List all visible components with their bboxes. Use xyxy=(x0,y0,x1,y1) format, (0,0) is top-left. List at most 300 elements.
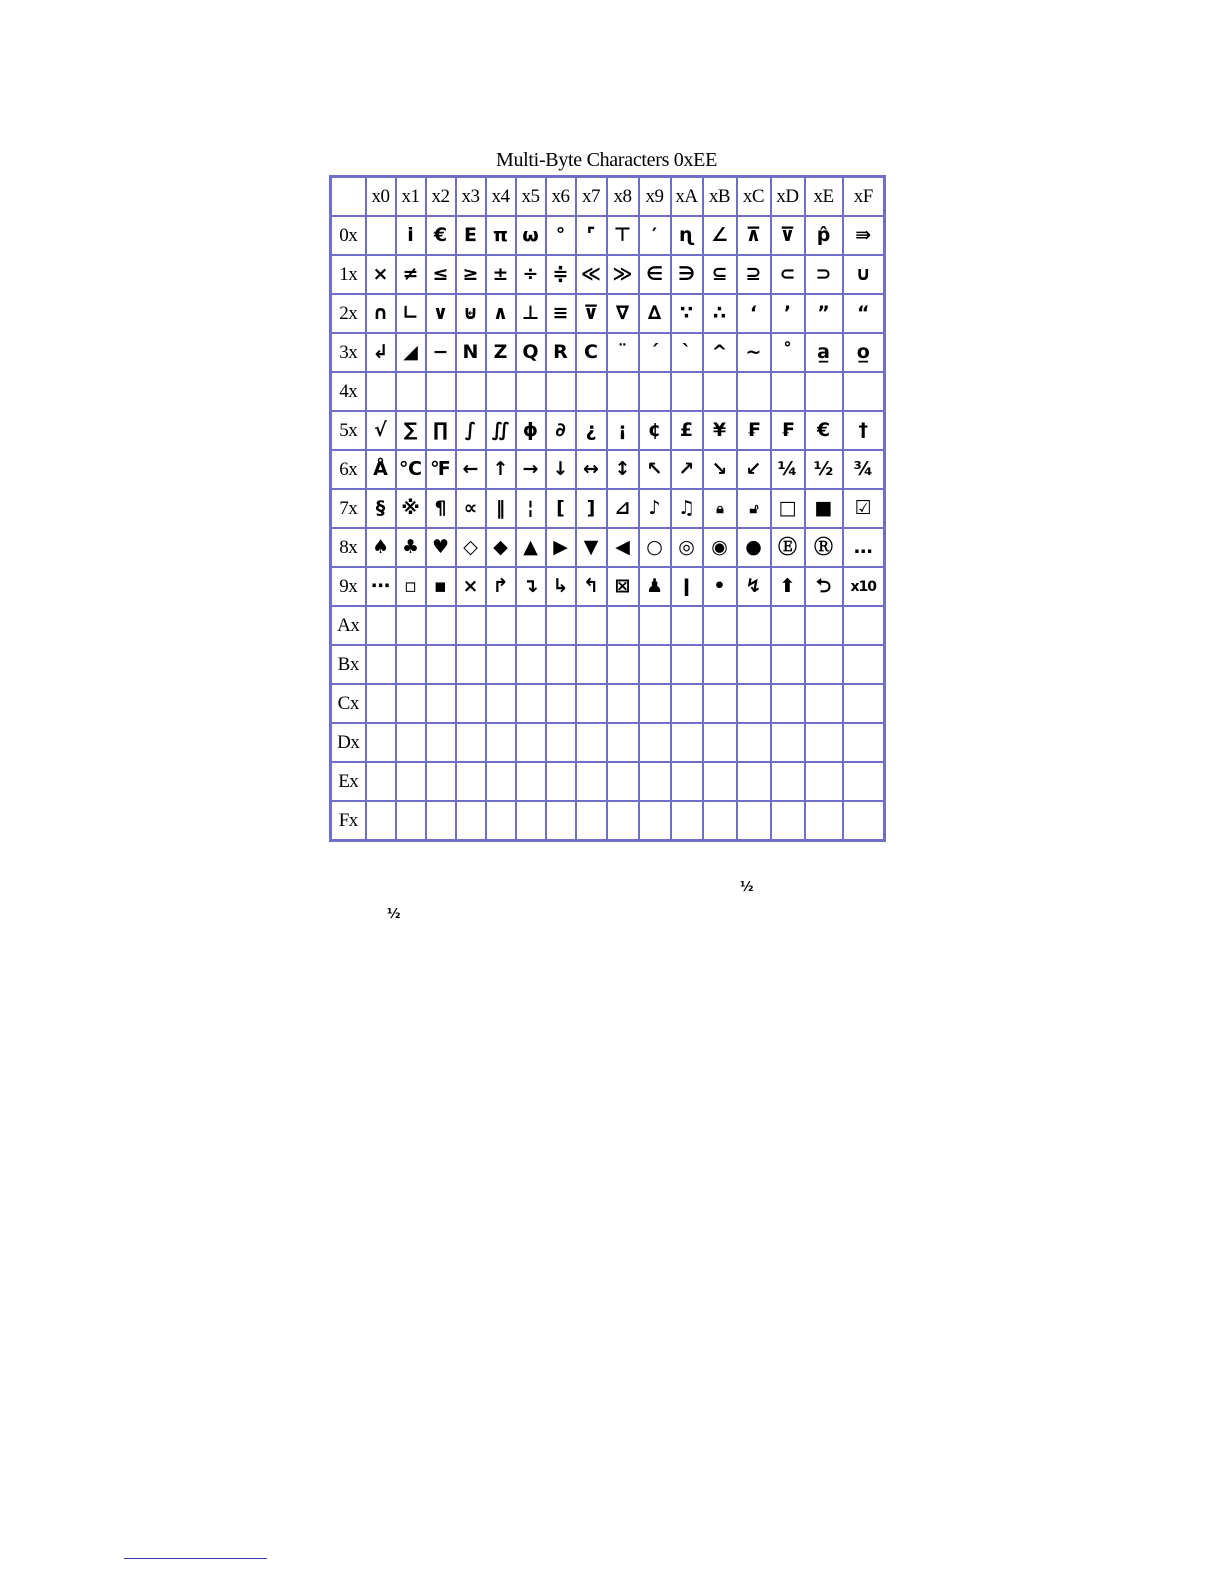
glyph-cell: ] xyxy=(576,489,607,528)
glyph-cell: ↖ xyxy=(639,450,671,489)
glyph-cell: ▼ xyxy=(576,528,607,567)
glyph-cell: Ⓔ xyxy=(771,528,805,567)
glyph-cell: ≠ xyxy=(396,255,426,294)
glyph-cell: × xyxy=(456,567,486,606)
glyph-cell xyxy=(639,723,671,762)
glyph-cell: ∝ xyxy=(456,489,486,528)
glyph-cell xyxy=(366,723,396,762)
glyph-cell xyxy=(607,801,639,841)
glyph-cell: ℉ xyxy=(426,450,456,489)
row-header: Fx xyxy=(331,801,366,841)
table-row xyxy=(331,255,885,294)
glyph-cell: ¦ xyxy=(516,489,546,528)
glyph-cell xyxy=(703,801,737,841)
corner-cell xyxy=(331,177,366,217)
glyph-cell: ↔ xyxy=(576,450,607,489)
glyph-cell: ⊌ xyxy=(456,294,486,333)
column-header: x1 xyxy=(396,177,426,217)
glyph-cell xyxy=(396,372,426,411)
table-row xyxy=(331,528,885,567)
glyph-cell: x10 xyxy=(843,567,885,606)
glyph-cell xyxy=(366,372,396,411)
glyph-cell xyxy=(366,645,396,684)
glyph-cell xyxy=(805,684,843,723)
glyph-cell: ≥ xyxy=(456,255,486,294)
table-row xyxy=(331,333,885,372)
glyph-cell: ¶ xyxy=(426,489,456,528)
glyph-cell: ≑ xyxy=(546,255,576,294)
glyph-cell: ` xyxy=(671,333,703,372)
glyph-cell xyxy=(516,372,546,411)
glyph-cell xyxy=(771,762,805,801)
glyph-cell xyxy=(546,762,576,801)
glyph-cell: ◉ xyxy=(703,528,737,567)
row-header: 3x xyxy=(331,333,366,372)
glyph-cell: ♫ xyxy=(671,489,703,528)
glyph-cell: Å xyxy=(366,450,396,489)
glyph-cell xyxy=(366,606,396,645)
glyph-cell: ¥ xyxy=(703,411,737,450)
glyph-cell xyxy=(546,801,576,841)
glyph-cell xyxy=(426,684,456,723)
glyph-cell: ∪ xyxy=(843,255,885,294)
column-header: x6 xyxy=(546,177,576,217)
glyph-cell xyxy=(737,645,771,684)
row-header: 6x xyxy=(331,450,366,489)
table-row xyxy=(331,723,885,762)
glyph-cell xyxy=(639,684,671,723)
table-row xyxy=(331,489,885,528)
column-header: x7 xyxy=(576,177,607,217)
glyph-cell xyxy=(456,801,486,841)
glyph-cell: ~ xyxy=(737,333,771,372)
glyph-cell xyxy=(426,372,456,411)
glyph-cell: R xyxy=(546,333,576,372)
glyph-cell: C xyxy=(576,333,607,372)
glyph-cell: √ xyxy=(366,411,396,450)
row-header: Bx xyxy=(331,645,366,684)
glyph-cell: ɳ xyxy=(671,216,703,255)
glyph-cell: ▶ xyxy=(546,528,576,567)
glyph-cell xyxy=(576,801,607,841)
glyph-cell xyxy=(516,723,546,762)
glyph-cell: Q xyxy=(516,333,546,372)
glyph-cell: ⌜ xyxy=(576,216,607,255)
glyph-cell xyxy=(843,723,885,762)
glyph-cell: ♣ xyxy=(396,528,426,567)
glyph-cell xyxy=(639,372,671,411)
row-header: 7x xyxy=(331,489,366,528)
glyph-cell: ⊠ xyxy=(607,567,639,606)
column-header: xF xyxy=(843,177,885,217)
glyph-cell: ♥ xyxy=(426,528,456,567)
glyph-cell: ⬆ xyxy=(771,567,805,606)
glyph-cell: ǀ xyxy=(671,567,703,606)
glyph-cell: ⊃ xyxy=(805,255,843,294)
column-header: x9 xyxy=(639,177,671,217)
row-header: 9x xyxy=(331,567,366,606)
glyph-cell: ℃ xyxy=(396,450,426,489)
glyph-cell: ⊇ xyxy=(737,255,771,294)
glyph-cell xyxy=(516,645,546,684)
glyph-cell xyxy=(426,801,456,841)
glyph-cell: ” xyxy=(805,294,843,333)
table-row xyxy=(331,801,885,841)
glyph-cell: ± xyxy=(486,255,516,294)
glyph-cell xyxy=(516,762,546,801)
glyph-cell: ‖ xyxy=(486,489,516,528)
table-row xyxy=(331,216,885,255)
glyph-cell: ∋ xyxy=(671,255,703,294)
column-header: x5 xyxy=(516,177,546,217)
row-header: Ax xyxy=(331,606,366,645)
glyph-cell xyxy=(805,762,843,801)
glyph-cell xyxy=(639,801,671,841)
glyph-cell: 🔒︎ xyxy=(703,489,737,528)
glyph-cell: ▪ xyxy=(426,567,456,606)
column-header: x2 xyxy=(426,177,456,217)
glyph-cell: ◢ xyxy=(396,333,426,372)
glyph-cell xyxy=(805,723,843,762)
glyph-cell: “ xyxy=(843,294,885,333)
glyph-cell xyxy=(607,606,639,645)
glyph-cell: ↑ xyxy=(486,450,516,489)
glyph-cell xyxy=(843,645,885,684)
glyph-cell: ↲ xyxy=(366,333,396,372)
glyph-cell: ∧ xyxy=(486,294,516,333)
glyph-cell xyxy=(426,606,456,645)
glyph-cell: ⊂ xyxy=(771,255,805,294)
glyph-cell xyxy=(771,684,805,723)
glyph-cell xyxy=(737,762,771,801)
glyph-cell: ↕ xyxy=(607,450,639,489)
glyph-cell xyxy=(843,372,885,411)
character-rows xyxy=(331,216,885,841)
glyph-cell: ♠ xyxy=(366,528,396,567)
glyph-cell xyxy=(671,684,703,723)
glyph-cell: N xyxy=(456,333,486,372)
glyph-cell: ¼ xyxy=(771,450,805,489)
glyph-cell xyxy=(737,684,771,723)
column-header: xD xyxy=(771,177,805,217)
glyph-cell: ↘ xyxy=(703,450,737,489)
glyph-cell xyxy=(737,723,771,762)
glyph-cell: a̲ xyxy=(805,333,843,372)
glyph-cell: ⊽ xyxy=(771,216,805,255)
glyph-cell: ∈ xyxy=(639,255,671,294)
glyph-cell xyxy=(576,372,607,411)
glyph-cell: ↰ xyxy=(576,567,607,606)
glyph-cell: ÷ xyxy=(516,255,546,294)
table-row xyxy=(331,411,885,450)
glyph-cell xyxy=(486,372,516,411)
glyph-cell: ‘ xyxy=(737,294,771,333)
glyph-cell: ⊿ xyxy=(607,489,639,528)
glyph-cell xyxy=(396,645,426,684)
row-header: 1x xyxy=(331,255,366,294)
glyph-cell xyxy=(456,723,486,762)
glyph-cell xyxy=(771,723,805,762)
glyph-cell: ½ xyxy=(805,450,843,489)
glyph-cell xyxy=(607,762,639,801)
glyph-cell: £ xyxy=(671,411,703,450)
table-row xyxy=(331,606,885,645)
glyph-cell xyxy=(703,606,737,645)
glyph-cell: ⮌ xyxy=(805,567,843,606)
glyph-cell xyxy=(546,645,576,684)
glyph-cell: ▫ xyxy=(396,567,426,606)
column-header-row xyxy=(331,177,885,217)
glyph-cell xyxy=(366,216,396,255)
table-caption: Multi-Byte Characters 0xEE xyxy=(495,149,718,171)
glyph-cell xyxy=(576,723,607,762)
note-half-2: ½ xyxy=(387,907,400,922)
glyph-cell xyxy=(671,372,703,411)
glyph-cell: ◀ xyxy=(607,528,639,567)
glyph-cell: ¡ xyxy=(607,411,639,450)
glyph-cell xyxy=(486,645,516,684)
glyph-cell xyxy=(771,801,805,841)
row-header: 8x xyxy=(331,528,366,567)
glyph-cell: ⅰ xyxy=(396,216,426,255)
glyph-cell: ˚ xyxy=(771,333,805,372)
glyph-cell xyxy=(771,372,805,411)
glyph-cell: ¨ xyxy=(607,333,639,372)
glyph-cell: × xyxy=(366,255,396,294)
glyph-cell xyxy=(671,762,703,801)
glyph-cell xyxy=(486,606,516,645)
glyph-cell xyxy=(639,606,671,645)
glyph-cell xyxy=(843,606,885,645)
note-half-1: ½ xyxy=(740,880,753,895)
glyph-cell: π xyxy=(486,216,516,255)
row-header: 0x xyxy=(331,216,366,255)
row-header: Ex xyxy=(331,762,366,801)
glyph-cell: ⊼ xyxy=(737,216,771,255)
glyph-cell xyxy=(546,606,576,645)
glyph-cell xyxy=(516,606,546,645)
glyph-cell xyxy=(703,762,737,801)
glyph-cell xyxy=(396,723,426,762)
glyph-cell: → xyxy=(516,450,546,489)
glyph-cell: ≫ xyxy=(607,255,639,294)
row-header: 2x xyxy=(331,294,366,333)
glyph-cell: … xyxy=(843,528,885,567)
row-header: 5x xyxy=(331,411,366,450)
glyph-cell: ◎ xyxy=(671,528,703,567)
column-header: x8 xyxy=(607,177,639,217)
glyph-cell xyxy=(771,645,805,684)
glyph-cell xyxy=(737,372,771,411)
glyph-cell xyxy=(486,801,516,841)
glyph-cell xyxy=(576,606,607,645)
row-header: Cx xyxy=(331,684,366,723)
glyph-cell: ◆ xyxy=(486,528,516,567)
glyph-cell: ↗ xyxy=(671,450,703,489)
glyph-cell xyxy=(771,606,805,645)
glyph-cell xyxy=(639,645,671,684)
glyph-cell xyxy=(546,372,576,411)
glyph-cell: ⊥ xyxy=(516,294,546,333)
glyph-cell xyxy=(805,372,843,411)
glyph-cell xyxy=(366,762,396,801)
glyph-cell: ¢ xyxy=(639,411,671,450)
glyph-cell: ♪ xyxy=(639,489,671,528)
glyph-cell xyxy=(843,684,885,723)
table-row xyxy=(331,450,885,489)
glyph-cell xyxy=(456,684,486,723)
glyph-cell xyxy=(576,762,607,801)
table-row xyxy=(331,762,885,801)
column-header: x0 xyxy=(366,177,396,217)
glyph-cell: ɸ xyxy=(516,411,546,450)
table-row xyxy=(331,294,885,333)
glyph-cell: ’ xyxy=(771,294,805,333)
glyph-cell: ∴ xyxy=(703,294,737,333)
glyph-cell: ₣ xyxy=(737,411,771,450)
glyph-cell xyxy=(486,723,516,762)
row-header: 4x xyxy=(331,372,366,411)
glyph-cell: ≪ xyxy=(576,255,607,294)
glyph-cell: [ xyxy=(546,489,576,528)
glyph-cell: ¾ xyxy=(843,450,885,489)
glyph-cell: ≡ xyxy=(546,294,576,333)
glyph-cell: ∨ xyxy=(426,294,456,333)
glyph-cell: ↯ xyxy=(737,567,771,606)
glyph-cell: € xyxy=(426,216,456,255)
glyph-cell xyxy=(456,762,486,801)
glyph-cell xyxy=(843,762,885,801)
glyph-cell: ´ xyxy=(639,333,671,372)
glyph-cell: ∬ xyxy=(486,411,516,450)
glyph-cell xyxy=(516,801,546,841)
glyph-cell xyxy=(576,645,607,684)
glyph-cell: Ε xyxy=(456,216,486,255)
glyph-cell xyxy=(426,723,456,762)
glyph-cell: ∆ xyxy=(639,294,671,333)
glyph-cell: ↙ xyxy=(737,450,771,489)
glyph-cell xyxy=(703,723,737,762)
footnote-rule xyxy=(124,1558,267,1559)
glyph-cell: ⊤ xyxy=(607,216,639,255)
glyph-cell: ◇ xyxy=(456,528,486,567)
glyph-cell xyxy=(607,723,639,762)
glyph-cell xyxy=(607,684,639,723)
table-row xyxy=(331,645,885,684)
glyph-cell xyxy=(366,684,396,723)
glyph-cell: • xyxy=(703,567,737,606)
glyph-cell: ⊽ xyxy=(576,294,607,333)
column-header: xC xyxy=(737,177,771,217)
glyph-cell: ∑ xyxy=(396,411,426,450)
glyph-cell: Ⓡ xyxy=(805,528,843,567)
glyph-cell: ₣ xyxy=(771,411,805,450)
glyph-cell: o̲ xyxy=(843,333,885,372)
glyph-cell: − xyxy=(426,333,456,372)
glyph-cell xyxy=(546,723,576,762)
glyph-cell xyxy=(396,606,426,645)
glyph-cell xyxy=(671,723,703,762)
glyph-cell xyxy=(703,684,737,723)
glyph-cell xyxy=(737,801,771,841)
glyph-cell xyxy=(456,645,486,684)
glyph-cell xyxy=(607,372,639,411)
column-header: xE xyxy=(805,177,843,217)
glyph-cell: § xyxy=(366,489,396,528)
glyph-cell: ω xyxy=(516,216,546,255)
glyph-cell xyxy=(396,762,426,801)
character-table xyxy=(329,175,886,842)
table-row xyxy=(331,567,885,606)
glyph-cell: ← xyxy=(456,450,486,489)
glyph-cell: ∵ xyxy=(671,294,703,333)
glyph-cell: ′ xyxy=(639,216,671,255)
glyph-cell: ∠ xyxy=(703,216,737,255)
glyph-cell xyxy=(426,645,456,684)
glyph-cell xyxy=(576,684,607,723)
glyph-cell: 🔓︎ xyxy=(737,489,771,528)
glyph-cell xyxy=(671,645,703,684)
column-header: xB xyxy=(703,177,737,217)
glyph-cell: p̂ xyxy=(805,216,843,255)
glyph-cell xyxy=(607,645,639,684)
glyph-cell: ↱ xyxy=(486,567,516,606)
column-header: x3 xyxy=(456,177,486,217)
glyph-cell: ↓ xyxy=(546,450,576,489)
glyph-cell: ♟ xyxy=(639,567,671,606)
glyph-cell xyxy=(639,762,671,801)
column-header: x4 xyxy=(486,177,516,217)
glyph-cell: € xyxy=(805,411,843,450)
glyph-cell xyxy=(671,606,703,645)
glyph-cell: ☑ xyxy=(843,489,885,528)
glyph-cell xyxy=(486,762,516,801)
glyph-cell: ∟ xyxy=(396,294,426,333)
glyph-cell xyxy=(843,801,885,841)
glyph-cell xyxy=(703,645,737,684)
glyph-cell xyxy=(805,645,843,684)
glyph-cell xyxy=(426,762,456,801)
glyph-cell xyxy=(366,801,396,841)
glyph-cell xyxy=(805,801,843,841)
glyph-cell: ⇛ xyxy=(843,216,885,255)
row-header: Dx xyxy=(331,723,366,762)
glyph-cell xyxy=(805,606,843,645)
glyph-cell: ■ xyxy=(805,489,843,528)
glyph-cell: † xyxy=(843,411,885,450)
glyph-cell: ▲ xyxy=(516,528,546,567)
glyph-cell xyxy=(546,684,576,723)
glyph-cell: ° xyxy=(546,216,576,255)
glyph-cell: Z xyxy=(486,333,516,372)
glyph-cell xyxy=(516,684,546,723)
glyph-cell xyxy=(456,372,486,411)
glyph-cell xyxy=(486,684,516,723)
glyph-cell xyxy=(396,801,426,841)
glyph-cell: ∫ xyxy=(456,411,486,450)
glyph-cell: ¿ xyxy=(576,411,607,450)
glyph-cell: ○ xyxy=(639,528,671,567)
glyph-cell: ∇ xyxy=(607,294,639,333)
glyph-cell: ↴ xyxy=(516,567,546,606)
table-row xyxy=(331,684,885,723)
glyph-cell: ※ xyxy=(396,489,426,528)
glyph-cell xyxy=(456,606,486,645)
glyph-cell: ↳ xyxy=(546,567,576,606)
glyph-cell: ● xyxy=(737,528,771,567)
glyph-cell: ∂ xyxy=(546,411,576,450)
table-row xyxy=(331,372,885,411)
